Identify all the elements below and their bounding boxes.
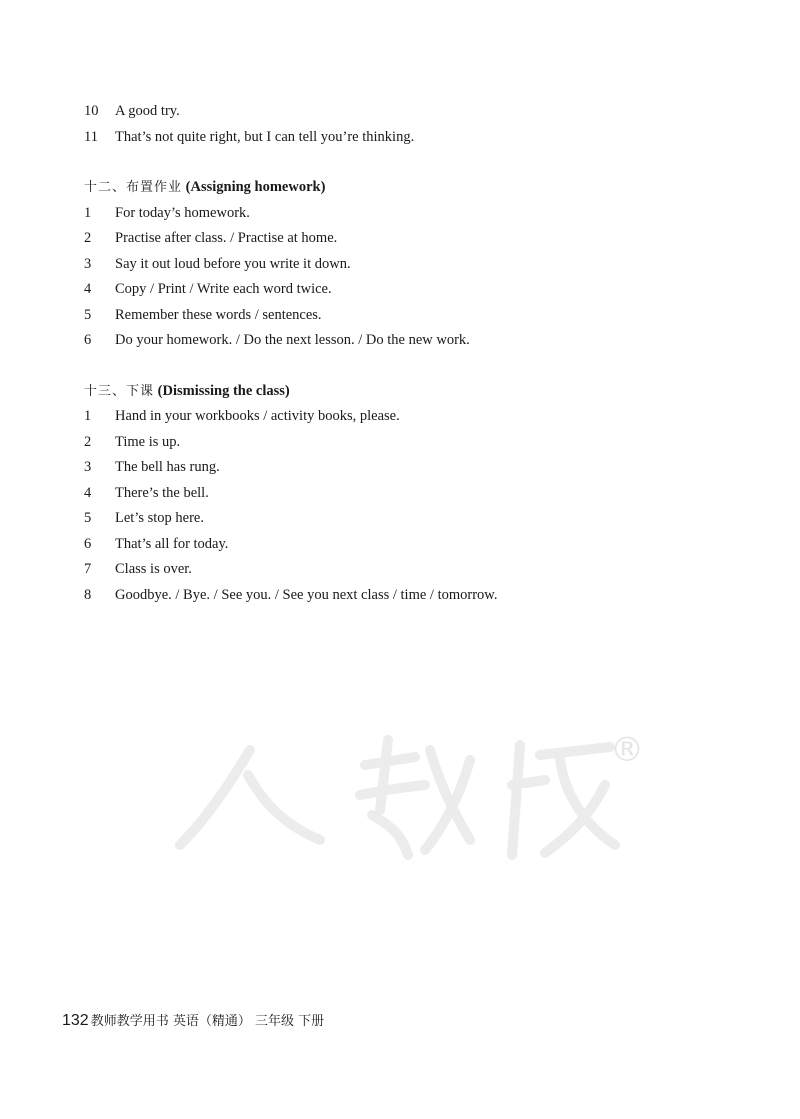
page-number: 132	[62, 1012, 89, 1029]
item-number: 3	[84, 459, 92, 475]
item-text: Time is up.	[115, 434, 181, 450]
book-title: 教师教学用书 英语（精通） 三年级 下册	[90, 1014, 325, 1029]
item-text: Practise after class. / Practise at home.	[115, 230, 338, 246]
watermark-logo	[140, 715, 660, 875]
item-text: Say it out loud before you write it down.	[115, 256, 351, 272]
heading-english: (Assigning homework)	[185, 179, 326, 195]
item-number: 1	[84, 408, 92, 424]
item-text: Hand in your workbooks / activity books, please.	[115, 408, 400, 424]
item-text: Let’s stop here.	[115, 510, 204, 526]
item-number: 7	[84, 561, 92, 577]
list-item	[84, 203, 250, 223]
item-text: A good try.	[115, 103, 180, 119]
list-item	[84, 127, 414, 147]
item-number: 4	[84, 281, 92, 297]
item-number: 3	[84, 256, 92, 272]
item-text: Goodbye. / Bye. / See you. / See you next class / time / tomorrow.	[115, 587, 498, 603]
section-heading-assigning-homework	[84, 177, 325, 198]
heading-chinese: 十三、下课	[84, 384, 155, 399]
list-item	[84, 254, 351, 274]
item-text: That’s not quite right, but I can tell you’re thinking.	[115, 129, 415, 145]
item-number: 1	[84, 205, 92, 221]
item-text: That’s all for today.	[115, 536, 229, 552]
item-text: The bell has rung.	[115, 459, 220, 475]
item-number: 11	[84, 129, 98, 145]
item-text: There’s the bell.	[115, 485, 209, 501]
page-footer	[62, 1011, 324, 1032]
list-item	[84, 406, 400, 426]
list-item	[84, 330, 470, 350]
item-text: Class is over.	[115, 561, 192, 577]
registered-mark: ®	[610, 730, 644, 770]
list-item	[84, 585, 497, 605]
item-number: 6	[84, 536, 92, 552]
item-text: Remember these words / sentences.	[115, 307, 322, 323]
list-item	[84, 228, 337, 248]
item-text: Do your homework. / Do the next lesson. / Do the new work.	[115, 332, 470, 348]
item-text: For today’s homework.	[115, 205, 250, 221]
list-item	[84, 534, 228, 554]
item-text: Copy / Print / Write each word twice.	[115, 281, 332, 297]
list-item	[84, 559, 192, 579]
list-item	[84, 508, 204, 528]
section-heading-dismissing-class	[84, 381, 290, 402]
item-number: 6	[84, 332, 92, 348]
list-item	[84, 483, 209, 503]
item-number: 8	[84, 587, 92, 603]
list-item	[84, 432, 180, 452]
item-number: 5	[84, 307, 92, 323]
list-item	[84, 305, 322, 325]
item-number: 2	[84, 434, 92, 450]
list-item	[84, 279, 332, 299]
item-number: 2	[84, 230, 92, 246]
heading-chinese: 十二、布置作业	[84, 180, 183, 195]
item-number: 4	[84, 485, 92, 501]
item-number: 5	[84, 510, 92, 526]
list-item	[84, 101, 180, 121]
item-number: 10	[84, 103, 99, 119]
list-item	[84, 457, 220, 477]
heading-english: (Dismissing the class)	[157, 383, 290, 399]
